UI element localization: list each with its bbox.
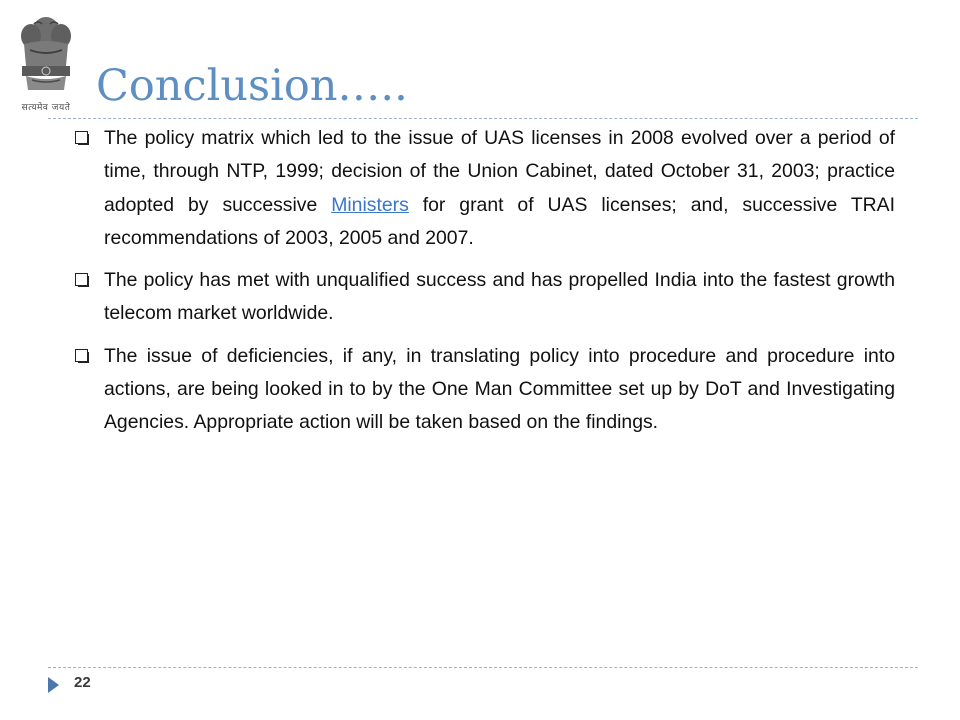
footer-divider (48, 667, 918, 668)
checkbox-bullet-icon (75, 131, 88, 144)
footer-triangle-icon (48, 677, 59, 693)
title-divider (48, 118, 918, 119)
bullet-list (73, 122, 895, 449)
bullet-item (73, 340, 895, 440)
bullet-item (73, 122, 895, 255)
slide-title: Conclusion….. (96, 61, 408, 111)
ministers-link[interactable]: Ministers (331, 193, 409, 216)
emblem-motto: सत्यमेव जयते (21, 103, 71, 113)
checkbox-bullet-icon (75, 273, 88, 286)
page-number: 22 (74, 674, 91, 691)
bullet-text-continued: for grant of UAS licenses; and, successive TRAI recommendations of 2003, 2005 and 2007. (104, 193, 895, 249)
checkbox-bullet-icon (75, 349, 88, 362)
lion-capital-icon (12, 10, 80, 98)
bullet-text: The policy matrix which led to the issue of UAS licenses in 2008 evolved over a period of time, through NTP, 1999; decision of the Union Cabinet, dated October 31, 2003; practice adopted by successive (104, 127, 895, 216)
bullet-item (73, 264, 895, 331)
bullet-text: The issue of deficiencies, if any, in translating policy into procedure and procedure into actions, are being looked in to by the One Man Committee set up by DoT and Investigating Agencies. Appropriate action will be taken based on the findings. (104, 344, 895, 434)
emblem-logo (12, 10, 80, 113)
bullet-text: The policy has met with unqualified success and has propelled India into the fastest growth telecom market worldwide. (104, 269, 895, 325)
